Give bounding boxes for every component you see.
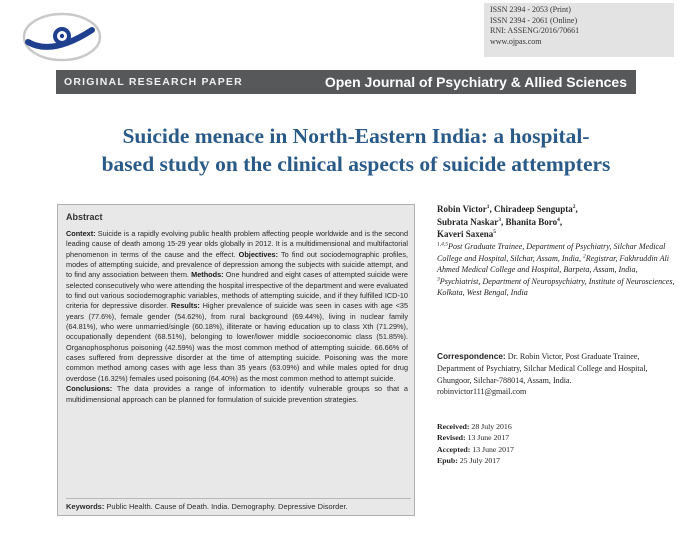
revised-date: [437, 432, 677, 443]
journal-name: Open Journal of Psychiatry & Allied Sciences: [324, 74, 627, 90]
affil-text: Registrar, Fakhruddin Ali Ahmed Medical College and Hospital, Barpeta, Assam, India,: [437, 253, 670, 275]
affil-sup: 3: [437, 276, 440, 283]
correspondence: [437, 351, 677, 398]
correspondence-text: Dr. Robin Victor, Post Graduate Trainee, Department of Psychiatry, Silchar Medical College and Hospital, Ghungoor, Silchar-788014, Assam, India.: [437, 352, 648, 385]
abstract-heading: Abstract: [66, 212, 103, 222]
issn-print: ISSN 2394 - 2053 (Print): [490, 5, 571, 14]
conclusions-label: Conclusions:: [66, 384, 113, 394]
author-name: Bhanita Boro: [505, 216, 558, 227]
context-text: Suicide is a rapidly evolving public health problem affecting people worldwide and is the second leading cause of death among 15-29 year olds globally in 2012. It is a multidimensional and multifactorial phenomenon in terms of the cause and the effect.: [66, 229, 408, 259]
author-name: Kaveri Saxena: [437, 229, 494, 239]
abstract-body: [66, 229, 408, 405]
received-label: Received:: [437, 422, 470, 431]
author-name: Subrata Naskar: [437, 216, 499, 227]
abstract-box: [57, 204, 415, 516]
epub-label: Epub:: [437, 455, 458, 465]
keywords: [66, 498, 411, 512]
rni-number: RNI: ASSENG/2016/70661: [490, 26, 580, 35]
affil-sup: 2: [583, 252, 586, 259]
objectives-text: To find out sociodemographic profiles, modes of attempting suicide, and prevalence of depression among the subjects with suicide attempt, and to find any association between them.: [66, 249, 409, 280]
revised-value: 13 June 2017: [465, 433, 510, 443]
accepted-value: 13 June 2017: [470, 444, 514, 454]
affil-text: Psychiatrist, Department of Neuropsychiatry, Institute of Neurosciences, Kolkata, West Bengal, India: [437, 276, 675, 298]
issn-online: ISSN 2394 - 2061 (Online): [490, 15, 578, 25]
keywords-label: Keywords:: [66, 502, 105, 511]
title-line-2: based study on the clinical aspects of suicide attempters: [101, 152, 611, 176]
conclusions-text: The data provides a range of information to identify vulnerable groups so that a multidimensional approach can be planned for formulation of suicide prevention strategies.: [66, 384, 408, 404]
affil-sup: 1,4,5: [437, 241, 448, 248]
author-name: Chiradeep Sengupta: [494, 204, 573, 214]
accepted-label: Accepted:: [437, 444, 471, 454]
epub-date: [437, 455, 677, 466]
methods-label: Methods:: [191, 270, 224, 280]
article-title: [56, 122, 656, 178]
author-sup: 2: [572, 204, 576, 210]
header-bar: [56, 70, 636, 94]
author-name: Robin Victor: [437, 204, 487, 214]
issn-box: [484, 3, 674, 57]
author-sup: 5: [493, 229, 496, 235]
objectives-label: Objectives:: [238, 249, 278, 259]
epub-value: 25 July 2017: [457, 455, 501, 465]
journal-logo: [22, 12, 102, 62]
results-text: Higher prevalence of suicide was seen in cases with age <35 years (77.6%), female gender (54.62%), from rural background (69.44%), living in nuclear family (64.81%), who were unmarried/single (60.18%), illiterate or having education up to class Xth (71.29%), occupationally dependent (68.51%), belonging to lower/lower middle socioeconomic class (51.85%). Organophosphorus poisoning (42.59%) was the most common method of attempting suicide. 66.66% of cases suffered from depressive disorder at the time of attempting suicide. Poisoning was the more common method among cases with age less than 35 years (63.09%) and while males opted for drug overdose (16.32%) females used poisoning (64.40%) as the most common method to attempt suicide.: [66, 301, 408, 383]
author-sup: 1: [486, 204, 490, 210]
accepted-date: [437, 444, 677, 455]
keywords-text: Public Health. Cause of Death. India. Demography. Depressive Disorder.: [104, 502, 348, 511]
author-sup: 4: [557, 216, 560, 223]
correspondence-email[interactable]: robinvictor111@gmail.com: [437, 387, 527, 397]
author-list: Robin Victor$^1$, Chiradeep Sengupta$^2$, Subrata Naskar$^3$, Bhanita Boro$^4$, Kaveri Saxena$^5$: [437, 204, 578, 239]
correspondence-label: Correspondence:: [437, 351, 506, 361]
journal-url: www.ojpas.com: [490, 36, 542, 46]
paper-type: ORIGINAL RESEARCH PAPER: [64, 76, 243, 88]
affiliations: [437, 241, 677, 299]
revised-label: Revised:: [437, 433, 466, 443]
results-label: Results:: [171, 301, 200, 311]
context-label: Context:: [66, 229, 96, 238]
author-sup: 3: [498, 216, 502, 223]
article-dates: [437, 421, 677, 466]
methods-text: One hundred and eight cases of attempted suicide were selected consecutively who were attending the hospital irrespective of the department and were evaluated to find out various sociodemographic variables, methods of attempting suicide, and if they fulfilled ICD-10 criteria for depressive disorder.: [66, 270, 408, 311]
affil-text: Post Graduate Trainee, Department of Psychiatry, Silchar Medical College and Hospital, Silchar, Assam, India,: [437, 242, 666, 263]
title-line-1: Suicide menace in North-Eastern India: a hospital-: [122, 124, 590, 148]
received-date: [437, 421, 677, 432]
received-value: 28 July 2016: [469, 422, 512, 431]
